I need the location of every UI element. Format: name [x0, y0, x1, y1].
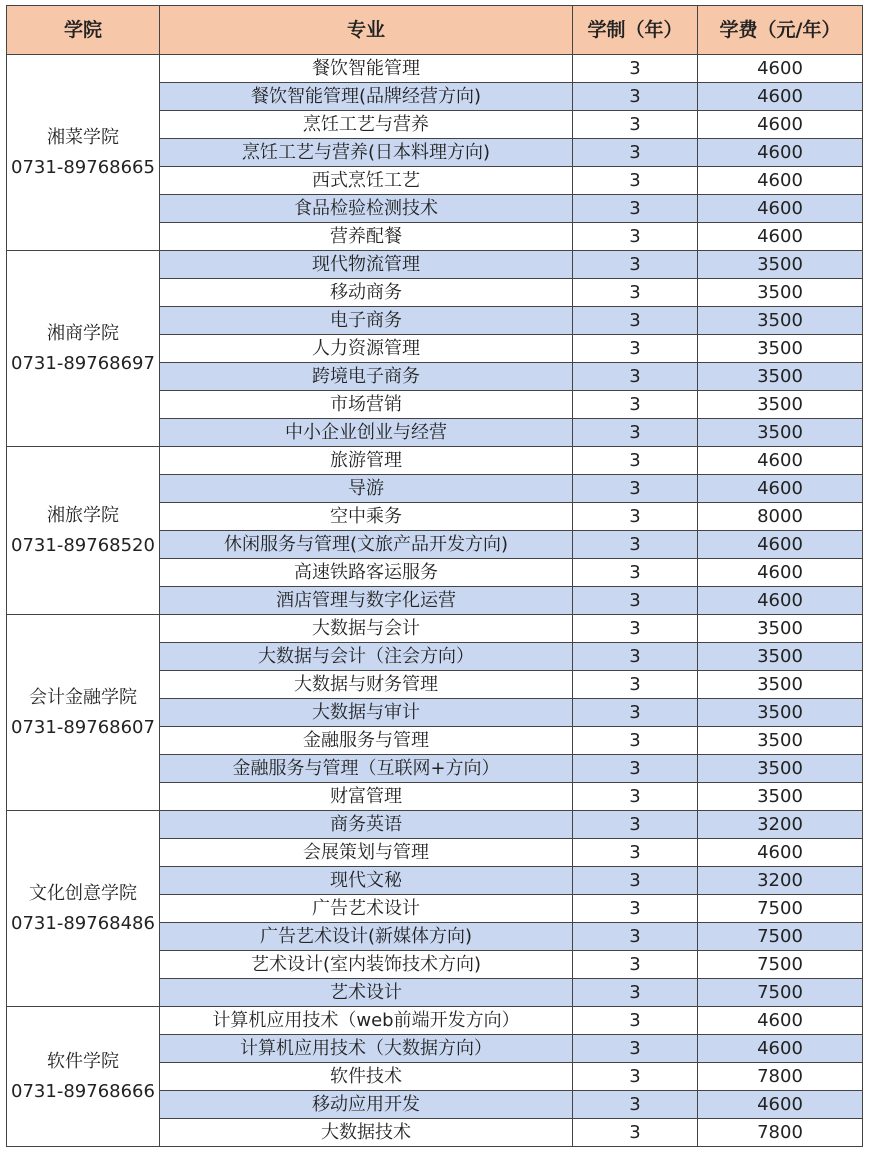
- major-fee: 4600: [698, 167, 863, 195]
- major-duration: 3: [573, 363, 698, 391]
- college-phone: 0731-89768665: [11, 156, 155, 178]
- major-name: 广告艺术设计: [160, 895, 573, 923]
- major-name: 移动应用开发: [160, 1091, 573, 1119]
- major-name: 西式烹饪工艺: [160, 167, 573, 195]
- major-name: 大数据与财务管理: [160, 671, 573, 699]
- college-cell: [7, 447, 160, 615]
- major-duration: 3: [573, 867, 698, 895]
- college-phone: 0731-89768697: [11, 352, 155, 374]
- major-fee: 4600: [698, 223, 863, 251]
- college-name: 软件学院: [47, 1050, 119, 1072]
- major-duration: 3: [573, 615, 698, 643]
- major-name: 高速铁路客运服务: [160, 559, 573, 587]
- college-cell: [7, 55, 160, 251]
- table-row: [7, 55, 863, 83]
- major-fee: 7500: [698, 895, 863, 923]
- major-name: 烹饪工艺与营养(日本料理方向): [160, 139, 573, 167]
- table-row: [7, 811, 863, 839]
- college-cell: [7, 615, 160, 811]
- major-fee: 3200: [698, 867, 863, 895]
- college-cell: [7, 811, 160, 1007]
- major-name: 财富管理: [160, 783, 573, 811]
- major-name: 休闲服务与管理(文旅产品开发方向): [160, 531, 573, 559]
- major-name: 导游: [160, 475, 573, 503]
- major-name: 大数据与会计（注会方向）: [160, 643, 573, 671]
- major-fee: 4600: [698, 587, 863, 615]
- major-duration: 3: [573, 727, 698, 755]
- major-duration: 3: [573, 503, 698, 531]
- table-row: [7, 1007, 863, 1035]
- header-major: 专业: [160, 6, 573, 55]
- table-body: [7, 55, 863, 1147]
- major-name: 艺术设计: [160, 979, 573, 1007]
- major-duration: 3: [573, 111, 698, 139]
- major-fee: 4600: [698, 559, 863, 587]
- major-duration: 3: [573, 475, 698, 503]
- major-duration: 3: [573, 699, 698, 727]
- major-name: 中小企业创业与经营: [160, 419, 573, 447]
- major-name: 大数据与会计: [160, 615, 573, 643]
- major-name: 会展策划与管理: [160, 839, 573, 867]
- major-fee: 4600: [698, 531, 863, 559]
- major-fee: 3500: [698, 307, 863, 335]
- tuition-table-container: [6, 5, 862, 1147]
- major-name: 食品检验检测技术: [160, 195, 573, 223]
- major-fee: 7500: [698, 923, 863, 951]
- major-fee: 4600: [698, 475, 863, 503]
- college-name: 湘旅学院: [47, 504, 119, 526]
- major-fee: 4600: [698, 55, 863, 83]
- major-duration: 3: [573, 139, 698, 167]
- major-fee: 3500: [698, 727, 863, 755]
- major-name: 市场营销: [160, 391, 573, 419]
- major-duration: 3: [573, 167, 698, 195]
- major-fee: 3500: [698, 671, 863, 699]
- major-duration: 3: [573, 307, 698, 335]
- major-duration: 3: [573, 755, 698, 783]
- major-name: 金融服务与管理（互联网+方向）: [160, 755, 573, 783]
- major-duration: 3: [573, 531, 698, 559]
- major-name: 计算机应用技术（web前端开发方向）: [160, 1007, 573, 1035]
- major-duration: 3: [573, 447, 698, 475]
- major-fee: 4600: [698, 195, 863, 223]
- major-fee: 3200: [698, 811, 863, 839]
- major-name: 现代物流管理: [160, 251, 573, 279]
- major-fee: 3500: [698, 279, 863, 307]
- major-fee: 3500: [698, 335, 863, 363]
- major-duration: 3: [573, 251, 698, 279]
- major-duration: 3: [573, 223, 698, 251]
- major-fee: 3500: [698, 363, 863, 391]
- table-row: [7, 615, 863, 643]
- college-name: 湘菜学院: [47, 126, 119, 148]
- major-duration: 3: [573, 1063, 698, 1091]
- college-phone: 0731-89768666: [11, 1080, 155, 1102]
- major-name: 营养配餐: [160, 223, 573, 251]
- college-cell: [7, 251, 160, 447]
- major-fee: 7800: [698, 1119, 863, 1147]
- major-duration: 3: [573, 1091, 698, 1119]
- major-name: 移动商务: [160, 279, 573, 307]
- major-name: 酒店管理与数字化运营: [160, 587, 573, 615]
- major-duration: 3: [573, 671, 698, 699]
- major-fee: 7500: [698, 979, 863, 1007]
- major-fee: 4600: [698, 1035, 863, 1063]
- major-fee: 3500: [698, 615, 863, 643]
- major-fee: 8000: [698, 503, 863, 531]
- major-duration: 3: [573, 279, 698, 307]
- major-duration: 3: [573, 951, 698, 979]
- major-duration: 3: [573, 195, 698, 223]
- major-name: 餐饮智能管理: [160, 55, 573, 83]
- major-fee: 4600: [698, 83, 863, 111]
- major-name: 人力资源管理: [160, 335, 573, 363]
- college-phone: 0731-89768607: [11, 716, 155, 738]
- major-duration: 3: [573, 587, 698, 615]
- major-fee: 3500: [698, 699, 863, 727]
- major-name: 烹饪工艺与营养: [160, 111, 573, 139]
- major-name: 电子商务: [160, 307, 573, 335]
- major-fee: 3500: [698, 783, 863, 811]
- major-fee: 4600: [698, 139, 863, 167]
- tuition-table: [6, 5, 863, 1147]
- major-name: 跨境电子商务: [160, 363, 573, 391]
- major-name: 广告艺术设计(新媒体方向): [160, 923, 573, 951]
- college-phone: 0731-89768486: [11, 912, 155, 934]
- major-name: 商务英语: [160, 811, 573, 839]
- major-fee: 4600: [698, 1007, 863, 1035]
- major-name: 软件技术: [160, 1063, 573, 1091]
- major-fee: 4600: [698, 111, 863, 139]
- major-fee: 7500: [698, 951, 863, 979]
- college-name: 湘商学院: [47, 322, 119, 344]
- major-name: 旅游管理: [160, 447, 573, 475]
- major-duration: 3: [573, 83, 698, 111]
- major-name: 餐饮智能管理(品牌经营方向): [160, 83, 573, 111]
- major-fee: 4600: [698, 1091, 863, 1119]
- major-fee: 3500: [698, 419, 863, 447]
- major-duration: 3: [573, 643, 698, 671]
- major-duration: 3: [573, 335, 698, 363]
- college-phone: 0731-89768520: [11, 534, 155, 556]
- table-row: [7, 251, 863, 279]
- major-duration: 3: [573, 839, 698, 867]
- header-duration: 学制（年）: [573, 6, 698, 55]
- college-name: 会计金融学院: [29, 686, 137, 708]
- major-duration: 3: [573, 979, 698, 1007]
- major-duration: 3: [573, 1035, 698, 1063]
- major-duration: 3: [573, 55, 698, 83]
- major-name: 空中乘务: [160, 503, 573, 531]
- major-name: 大数据与审计: [160, 699, 573, 727]
- major-duration: 3: [573, 923, 698, 951]
- major-duration: 3: [573, 419, 698, 447]
- major-duration: 3: [573, 559, 698, 587]
- header-college: 学院: [7, 6, 160, 55]
- major-fee: 4600: [698, 447, 863, 475]
- header-fee: 学费（元/年）: [698, 6, 863, 55]
- college-name: 文化创意学院: [29, 882, 137, 904]
- major-name: 艺术设计(室内装饰技术方向): [160, 951, 573, 979]
- major-name: 金融服务与管理: [160, 727, 573, 755]
- table-row: [7, 447, 863, 475]
- header-row: [7, 6, 863, 55]
- major-fee: 4600: [698, 839, 863, 867]
- major-duration: 3: [573, 1007, 698, 1035]
- major-fee: 7800: [698, 1063, 863, 1091]
- major-name: 大数据技术: [160, 1119, 573, 1147]
- college-cell: [7, 1007, 160, 1147]
- major-fee: 3500: [698, 643, 863, 671]
- major-duration: 3: [573, 811, 698, 839]
- major-duration: 3: [573, 1119, 698, 1147]
- major-duration: 3: [573, 391, 698, 419]
- major-fee: 3500: [698, 755, 863, 783]
- major-fee: 3500: [698, 391, 863, 419]
- major-fee: 3500: [698, 251, 863, 279]
- major-duration: 3: [573, 783, 698, 811]
- major-name: 计算机应用技术（大数据方向）: [160, 1035, 573, 1063]
- major-name: 现代文秘: [160, 867, 573, 895]
- major-duration: 3: [573, 895, 698, 923]
